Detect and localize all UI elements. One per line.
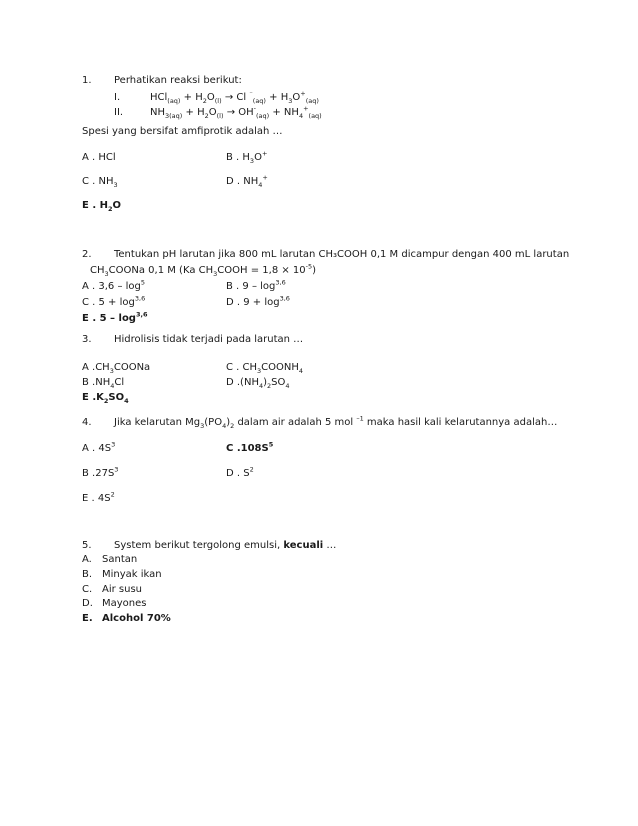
q4-question: Jika kelarutan $Mg_3(PO_4)_2$ dalam air adalah 5 mol $^{-1}$ maka hasil kali kelarutannya adalah… [114,414,558,430]
q1-reaction1: $HCl_{(aq)} + H_2O_{(l)} \to Cl$ $^{^-}_{(aq)} + H_3O^+_{(aq)}$ [150,89,319,105]
q2-option-c: C . $5 + \log^{3,6}$ [82,294,146,308]
q5-option-e-letter: E. [82,613,93,624]
q1-prompt: Spesi yang bersifat amfiprotik adalah … [82,126,283,137]
q2-option-b: B . $9 - \log^{3,6}$ [226,278,286,292]
q1-reaction2: $NH_{3(aq)} + H_2O_{(l)} \to OH^-_{(aq)} + NH_4^+_{(aq)}$ [150,104,322,120]
q2-option-a: A . $3,6 - \log^5$ [82,278,146,292]
q5-option-c-text: Air susu [102,584,143,595]
q1-reaction1-label: I. [114,92,121,103]
q4-option-b: B $.27S^3$ [82,465,119,479]
q2-option-d: D . $9 + \log^{3,6}$ [226,294,290,308]
q4-number: 4. [82,417,92,428]
q3-option-c: C . $CH_3COONH_4$ [226,362,304,375]
q5-option-c-letter: C. [82,584,93,595]
q3-question: Hidrolisis tidak terjadi pada larutan … [114,334,304,345]
q4-option-c-answer: C $.108S^5$ [226,440,274,454]
q2-question-line1: Tentukan pH larutan jika 800 mL larutan CH₃COOH 0,1 M dicampur dengan 400 mL larutan [114,249,570,260]
q3-option-e-answer: E $.K_2SO_4$ [82,392,129,405]
q2-option-e-answer: E . $5 - \log^{3,6}$ [82,310,148,324]
q5-option-d-text: Mayones [102,598,147,609]
q5-option-a-letter: A. [82,554,92,565]
q2-number: 2. [82,249,92,260]
q1-option-e-answer: E . $H_2O$ [82,200,122,213]
q5-option-e-text-answer: Alcohol 70% [102,613,171,624]
q1-number: 1. [82,75,92,86]
q1-option-b: B . $H_3O^+$ [226,149,268,165]
q5-option-b-letter: B. [82,569,93,580]
q1-option-a: A . HCl [82,152,116,163]
q3-option-a: A $.CH_3COONa$ [82,362,151,375]
q5-question: System berikut tergolong emulsi, kecuali … [114,540,337,551]
q3-number: 3. [82,334,92,345]
q4-option-e: E . $4S^2$ [82,490,115,504]
q1-option-d: D . $NH_4^+$ [226,173,268,189]
q1-reaction2-label: II. [114,107,124,118]
q5-option-b-text: Minyak ikan [102,569,162,580]
q1-question: Perhatikan reaksi berikut: [114,75,242,86]
q4-option-a: A . $4S^3$ [82,440,116,454]
q3-option-b: B $.NH_4Cl$ [82,377,125,390]
q2-question-line2: $CH_3COONa$ 0,1 M (Ka $CH_3COOH = 1,8 \times 10^{-5}$) [90,262,317,278]
q5-number: 5. [82,540,92,551]
q1-option-c: C . $NH_3$ [82,176,118,189]
q5-option-a-text: Santan [102,554,138,565]
q5-option-d-letter: D. [82,598,93,609]
q3-option-d: D $.(NH_4)_2SO_4$ [226,377,290,390]
q4-option-d: D . $S^2$ [226,465,254,479]
